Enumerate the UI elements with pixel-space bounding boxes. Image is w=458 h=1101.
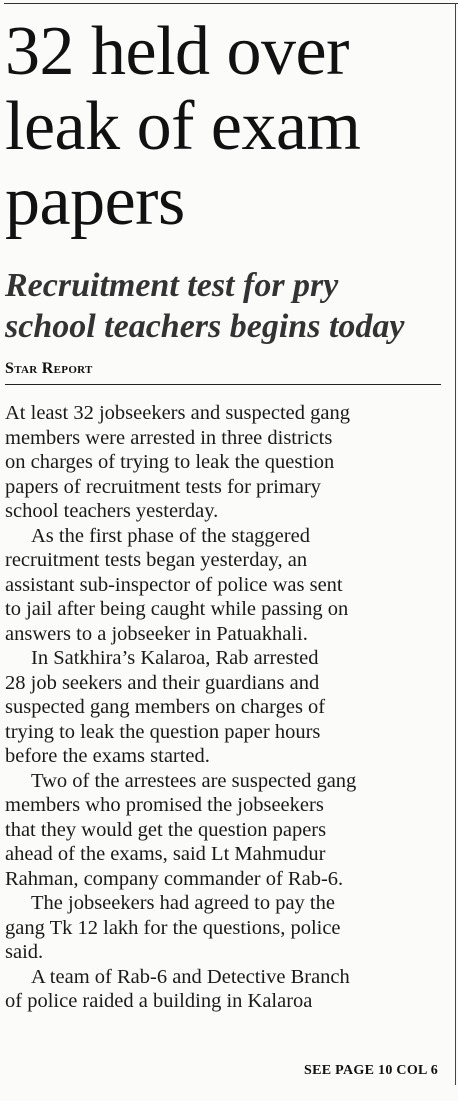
text-line: At least 32 jobseekers and suspected gang [5, 402, 350, 424]
text-line: to jail after being caught while passing on [5, 598, 349, 620]
headline-line: 32 held over [5, 13, 349, 90]
paragraph [5, 646, 443, 769]
text-line: suspected gang members on charges of [5, 696, 326, 718]
top-rule [4, 3, 458, 4]
text-line: 28 job seekers and their guardians and [5, 671, 320, 694]
text-line: recruitment tests began yesterday, an [5, 549, 308, 571]
text-line: answers to a jobseeker in Patuakhali. [5, 622, 308, 645]
subheadline-line: school teachers begins today [5, 308, 405, 345]
continued-on-page-label: SEE PAGE 10 COL 6 [304, 1063, 438, 1078]
text-line: ahead of the exams, said Lt Mahmudur [5, 843, 326, 865]
text-line: Rahman, company commander of Rab-6. [5, 867, 344, 890]
subheadline [5, 265, 443, 347]
text-line: on charges of trying to leak the question [5, 451, 335, 473]
text-line: school teachers yesterday. [5, 500, 219, 522]
subheadline-line: Recruitment test for pry [5, 267, 339, 304]
headline-line: leak of exam [5, 88, 361, 165]
text-line: In Satkhira’s Kalaroa, Rab arrested [31, 647, 319, 669]
text-line: trying to leak the question paper hours [5, 720, 321, 743]
paragraph [5, 769, 443, 892]
text-line: members were arrested in three districts [5, 426, 333, 449]
text-line: said. [5, 941, 44, 963]
text-line: Two of the arrestees are suspected gang [31, 769, 357, 792]
text-line: of police raided a building in Kalaroa [5, 990, 313, 1012]
text-line: As the first phase of the staggered [31, 524, 310, 547]
text-line: that they would get the question papers [5, 818, 327, 841]
paragraph [5, 524, 443, 647]
text-line: A team of Rab-6 and Detective Branch [31, 965, 350, 988]
text-line: papers of recruitment tests for primary [5, 475, 321, 498]
text-line: before the exams started. [5, 745, 210, 767]
paragraph [5, 965, 443, 1014]
article-body [5, 401, 443, 1014]
column-rule [455, 3, 456, 1085]
byline: Star Report [5, 360, 93, 377]
text-line: assistant sub-inspector of police was sent [5, 573, 343, 596]
news-article [5, 14, 443, 1014]
paragraph [5, 401, 443, 524]
headline [5, 14, 443, 239]
text-line: The jobseekers had agreed to pay the [31, 892, 335, 914]
byline-rule [5, 384, 441, 385]
headline-line: papers [5, 163, 185, 240]
paragraph [5, 891, 443, 965]
text-line: members who promised the jobseekers [5, 794, 324, 816]
text-line: gang Tk 12 lakh for the questions, police [5, 916, 341, 939]
